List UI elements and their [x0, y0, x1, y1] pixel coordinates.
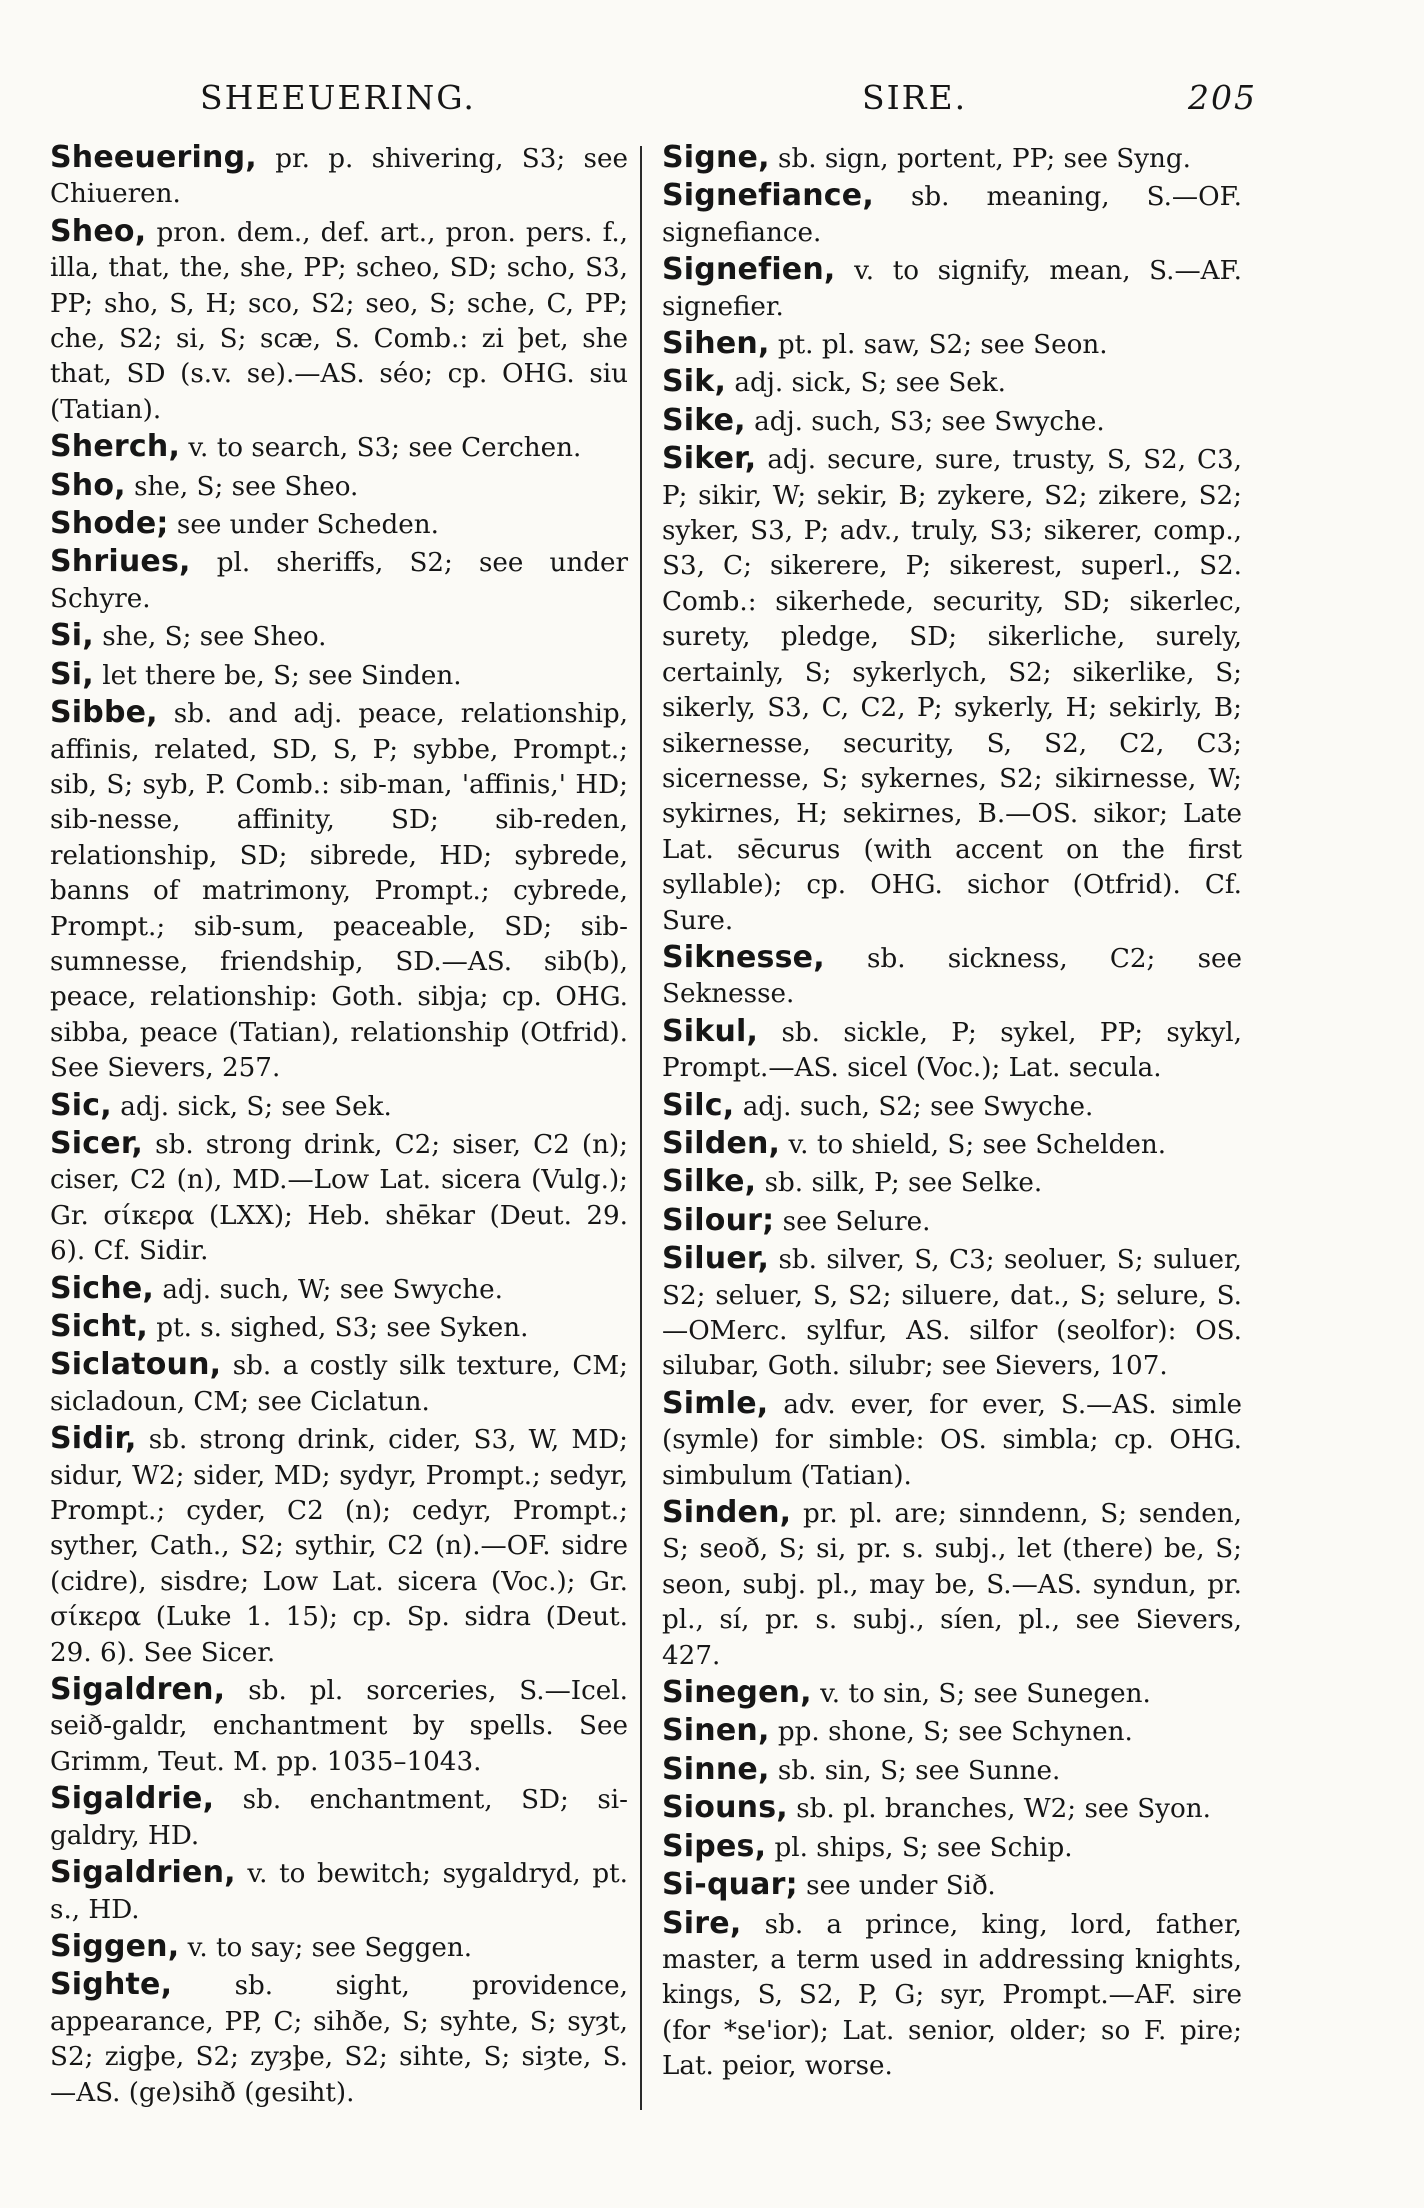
dictionary-entry	[50, 1126, 628, 1270]
entry-headword: Sigaldren,	[50, 1672, 226, 1708]
dictionary-entry	[50, 1967, 628, 2111]
entry-definition: sb. sign, portent, PP; see Syng.	[778, 144, 1191, 174]
entry-definition: see Selure.	[782, 1206, 931, 1237]
entry-definition: sb. sin, S; see Sunne.	[777, 1755, 1061, 1786]
dictionary-entry	[50, 618, 628, 655]
entry-headword: Siclatoun,	[50, 1347, 222, 1383]
entry-headword: Siggen,	[50, 1928, 180, 1964]
left-column	[50, 140, 628, 2112]
entry-headword: Signefiance,	[662, 178, 874, 214]
dictionary-entry	[50, 1672, 628, 1780]
entry-definition: adj. sick, S; see Sek.	[734, 368, 1006, 399]
entry-headword: Shriues,	[50, 544, 191, 580]
entry-definition: pl. ships, S; see Schip.	[774, 1832, 1073, 1863]
entry-headword: Sigaldrien,	[50, 1855, 236, 1891]
entry-definition: sb. sickness, C2; see Seknesse.	[662, 943, 1242, 1010]
entry-headword: Sikul,	[662, 1013, 759, 1049]
entry-headword: Sinden,	[662, 1495, 792, 1531]
entry-headword: Sik,	[662, 364, 727, 400]
entry-headword: Silden,	[662, 1125, 781, 1161]
entry-definition: sb. strong drink, cider, S3, W, MD; sidur, W2; sider, MD; sydyr, Prompt.; sedyr, Prompt.; cyder, C2 (n); cedyr, Prompt.; syther, Cath., S2; sythir, C2 (n).—OF. sidre (cidre), sisdre; Low Lat. sicera (Voc.); Gr. σίκερα (Luke 1. 15); cp. Sp. sidra (Deut. 29. 6). See Sicer.	[50, 1425, 628, 1668]
dictionary-entry	[50, 429, 628, 466]
right-column	[662, 140, 1242, 2086]
dictionary-entry	[662, 140, 1242, 177]
entry-definition: pp. shone, S; see Schynen.	[777, 1717, 1133, 1748]
entry-headword: Siker,	[662, 441, 757, 477]
entry-definition: sb. pl. sorceries, S.—Icel. seið-galdr, enchantment by spells. See Grimm, Teut. M. pp. 1035–1043.	[50, 1676, 629, 1777]
entry-definition: sb. silver, S, C3; seoluer, S; suluer, S2; seluer, S, S2; siluere, dat., S; selure, S.—OMerc. sylfur, AS. silfor (seolfor): OS. silubar, Goth. silubr; see Sievers, 107.	[662, 1245, 1242, 1382]
entry-definition: sb. a prince, king, lord, father, master, a term used in addressing knights, kings, S, S2, P, G; syr, Prompt.—AF. sire (for *se'ior); Lat. senior, older; so F. pire; Lat. peior, worse.	[662, 1909, 1242, 2082]
entry-headword: Sinne,	[662, 1751, 770, 1787]
entry-definition: sb. sight, providence, appearance, PP, C; sihðe, S; syhte, S; syȝt, S2; zigþe, S2; zyȝþe, S2; sihte, S; siȝte, S.—AS. (ge)sihð (gesiht).	[50, 1971, 628, 2108]
entry-headword: Sihen,	[662, 326, 770, 362]
dictionary-entry	[50, 695, 628, 1086]
entry-definition: see under Sið.	[806, 1871, 996, 1902]
entry-headword: Sire,	[662, 1905, 742, 1941]
dictionary-entry	[662, 326, 1242, 363]
entry-headword: Signefien,	[662, 252, 836, 288]
entry-definition: pl. sheriffs, S2; see under Schyre.	[50, 548, 629, 614]
dictionary-entry	[50, 1088, 628, 1125]
dictionary-entry	[662, 441, 1242, 939]
entry-definition: v. to signify, mean, S.—AF. signefier.	[662, 256, 1242, 322]
entry-headword: Shode;	[50, 506, 169, 542]
dictionary-entry	[662, 178, 1242, 251]
entry-headword: Sinen,	[662, 1713, 770, 1749]
dictionary-entry	[662, 1906, 1242, 2085]
entry-headword: Silc,	[662, 1087, 735, 1123]
entry-headword: Simle,	[662, 1385, 769, 1421]
dictionary-entry	[662, 1386, 1242, 1494]
dictionary-entry	[50, 1271, 628, 1308]
entry-headword: Sho,	[50, 467, 126, 503]
dictionary-entry	[662, 1867, 1242, 1904]
dictionary-entry	[662, 1752, 1242, 1789]
entry-definition: she, S; see Sheo.	[102, 622, 327, 653]
entry-definition: v. to shield, S; see Schelden.	[788, 1129, 1167, 1160]
entry-headword: Sipes,	[662, 1828, 767, 1864]
entry-definition: v. to bewitch; sygaldryd, pt. s., HD.	[50, 1859, 628, 1925]
entry-headword: Silke,	[662, 1164, 757, 1200]
dictionary-entry	[50, 1421, 628, 1671]
header-left-guideword: SHEEUERING.	[200, 78, 476, 117]
entry-headword: Sinegen,	[662, 1675, 812, 1711]
dictionary-entry	[662, 1164, 1242, 1201]
dictionary-entry	[662, 1713, 1242, 1750]
entry-headword: Sighte,	[50, 1967, 173, 2003]
entry-headword: Sidir,	[50, 1421, 137, 1457]
entry-definition: adj. such, S3; see Swyche.	[754, 406, 1105, 437]
entry-headword: Sherch,	[50, 429, 181, 465]
entry-headword: Sigaldrie,	[50, 1781, 215, 1817]
entry-definition: sb. enchantment, SD; si-galdry, HD.	[50, 1785, 628, 1851]
entry-definition: sb. and adj. peace, relationship, affinis, related, SD, S, P; sybbe, Prompt.; sib, S; syb, P. Comb.: sib-man, 'affinis,' HD; sib-nesse, affinity, SD; sib-reden, relationship, SD; sibrede, HD; sybrede, banns of matrimony, Prompt.; cybrede, Prompt.; sib-sum, peaceable, SD; sib-sumnesse, friendship, SD.—AS. sib(b), peace, relationship: Goth. sibja; cp. OHG. sibba, peace (Tatian), relationship (Otfrid). See Sievers, 257.	[50, 699, 628, 1084]
entry-headword: Si-quar;	[662, 1867, 798, 1903]
entry-definition: sb. sickle, P; sykel, PP; sykyl, Prompt.—AS. sicel (Voc.); Lat. secula.	[662, 1017, 1242, 1084]
entry-headword: Siouns,	[662, 1790, 788, 1826]
entry-definition: v. to sin, S; see Sunegen.	[820, 1679, 1151, 1710]
dictionary-entry	[662, 1241, 1242, 1385]
entry-headword: Si,	[50, 656, 94, 692]
page-number: 205	[1188, 78, 1257, 117]
dictionary-entry	[50, 1347, 628, 1420]
entry-definition: adj. sick, S; see Sek.	[120, 1091, 392, 1122]
entry-definition: sb. strong drink, C2; siser, C2 (n); ciser, C2 (n), MD.—Low Lat. sicera (Vulg.); Gr. σίκερα (LXX); Heb. shēkar (Deut. 29. 6). Cf. Sidir.	[50, 1129, 629, 1267]
dictionary-entry	[50, 1309, 628, 1346]
entry-definition: see under Scheden.	[176, 510, 439, 541]
dictionary-entry	[50, 1855, 628, 1928]
entry-definition: pr. pl. are; sinndenn, S; senden, S; seoð, S; si, pr. s. subj., let (there) be, S; seon, subj. pl., may be, S.—AS. syndun, pr. pl., sí, pr. s. subj., síen, pl., see Sievers, 427.	[662, 1499, 1242, 1671]
entry-definition: pt. pl. saw, S2; see Seon.	[777, 330, 1108, 361]
dictionary-entry	[662, 1495, 1242, 1674]
dictionary-entry	[50, 657, 628, 694]
entry-definition: sb. a costly silk texture, CM; sicladoun, CM; see Ciclatun.	[50, 1351, 629, 1417]
dictionary-entry	[662, 1088, 1242, 1125]
entry-definition: adj. such, S2; see Swyche.	[742, 1091, 1094, 1122]
entry-definition: she, S; see Sheo.	[134, 471, 359, 502]
running-header	[0, 78, 1424, 122]
entry-headword: Siknesse,	[662, 939, 825, 975]
entry-headword: Sheeuering,	[50, 140, 257, 175]
dictionary-entry	[50, 1929, 628, 1966]
entry-headword: Silour;	[662, 1202, 775, 1238]
dictionary-entry	[662, 1203, 1242, 1240]
entry-headword: Sic,	[50, 1087, 112, 1123]
entry-headword: Si,	[50, 618, 94, 654]
dictionary-entry	[50, 544, 628, 617]
entry-headword: Siluer,	[662, 1241, 770, 1277]
entry-definition: v. to say; see Seggen.	[187, 1932, 473, 1963]
dictionary-entry	[662, 940, 1242, 1013]
dictionary-entry	[662, 1675, 1242, 1712]
entry-definition: adj. secure, sure, trusty, S, S2, C3, P; sikir, W; sekir, B; zykere, S2; zikere, S2; syker, S3, P; adv., truly, S3; sikerer, comp., S3, C; sikerere, P; sikerest, superl., S2. Comb.: sikerhede, security, SD; sikerlec, surety, pledge, SD; sikerliche, surely, certainly, S; sykerlych, S2; sikerlike, S; sikerly, S3, C, C2, P; sykerly, H; sekirly, B; sikernesse, security, S, S2, C2, C3; sicernesse, S; sykernes, S2; sikirnesse, W; sykirnes, H; sekirnes, B.—OS. sikor; Late Lat. sēcurus (with accent on the first syllable); cp. OHG. sichor (Otfrid). Cf. Sure.	[662, 445, 1242, 936]
dictionary-entry	[50, 1781, 628, 1854]
dictionary-entry	[662, 1829, 1242, 1866]
dictionary-entry	[662, 1014, 1242, 1087]
entry-definition: pron. dem., def. art., pron. pers. f., illa, that, the, she, PP; scheo, SD; scho, S3, PP; sho, S, H; sco, S2; seo, S; sche, C, PP; che, S2; si, S; scæ, S. Comb.: zi þet, she that, SD (s.v. se).—AS. séo; cp. OHG. siu (Tatian).	[50, 217, 628, 425]
entry-definition: pr. p. shivering, S3; see Chiueren.	[50, 144, 628, 210]
dictionary-entry	[662, 1790, 1242, 1827]
column-divider	[640, 146, 642, 2110]
entry-definition: v. to search, S3; see Cerchen.	[188, 433, 582, 464]
entry-definition: adj. such, W; see Swyche.	[162, 1274, 503, 1305]
entry-headword: Signe,	[662, 140, 770, 175]
dictionary-entry	[662, 364, 1242, 401]
entry-headword: Sicer,	[50, 1125, 144, 1161]
dictionary-entry	[50, 214, 628, 428]
entry-definition: sb. silk, P; see Selke.	[764, 1168, 1043, 1199]
dictionary-entry	[662, 403, 1242, 440]
dictionary-entry	[50, 140, 628, 213]
entry-headword: Sike,	[662, 402, 746, 438]
entry-headword: Sheo,	[50, 213, 147, 249]
entry-definition: adv. ever, for ever, S.—AS. simle (symle) for simble: OS. simbla; cp. OHG. simbulum (Tatian).	[662, 1389, 1243, 1491]
dictionary-entry	[662, 1126, 1242, 1163]
entry-definition: sb. pl. branches, W2; see Syon.	[796, 1794, 1211, 1825]
header-right-guideword: SIRE.	[862, 78, 968, 117]
dictionary-entry	[662, 252, 1242, 325]
entry-headword: Siche,	[50, 1270, 154, 1306]
entry-definition: let there be, S; see Sinden.	[102, 660, 462, 691]
entry-headword: Sicht,	[50, 1309, 148, 1344]
dictionary-entry	[50, 468, 628, 505]
entry-headword: Sibbe,	[50, 695, 158, 731]
entry-definition: pt. s. sighed, S3; see Syken.	[156, 1313, 529, 1343]
entry-definition: sb. meaning, S.—OF. signefiance.	[662, 182, 1242, 248]
dictionary-entry	[50, 506, 628, 543]
